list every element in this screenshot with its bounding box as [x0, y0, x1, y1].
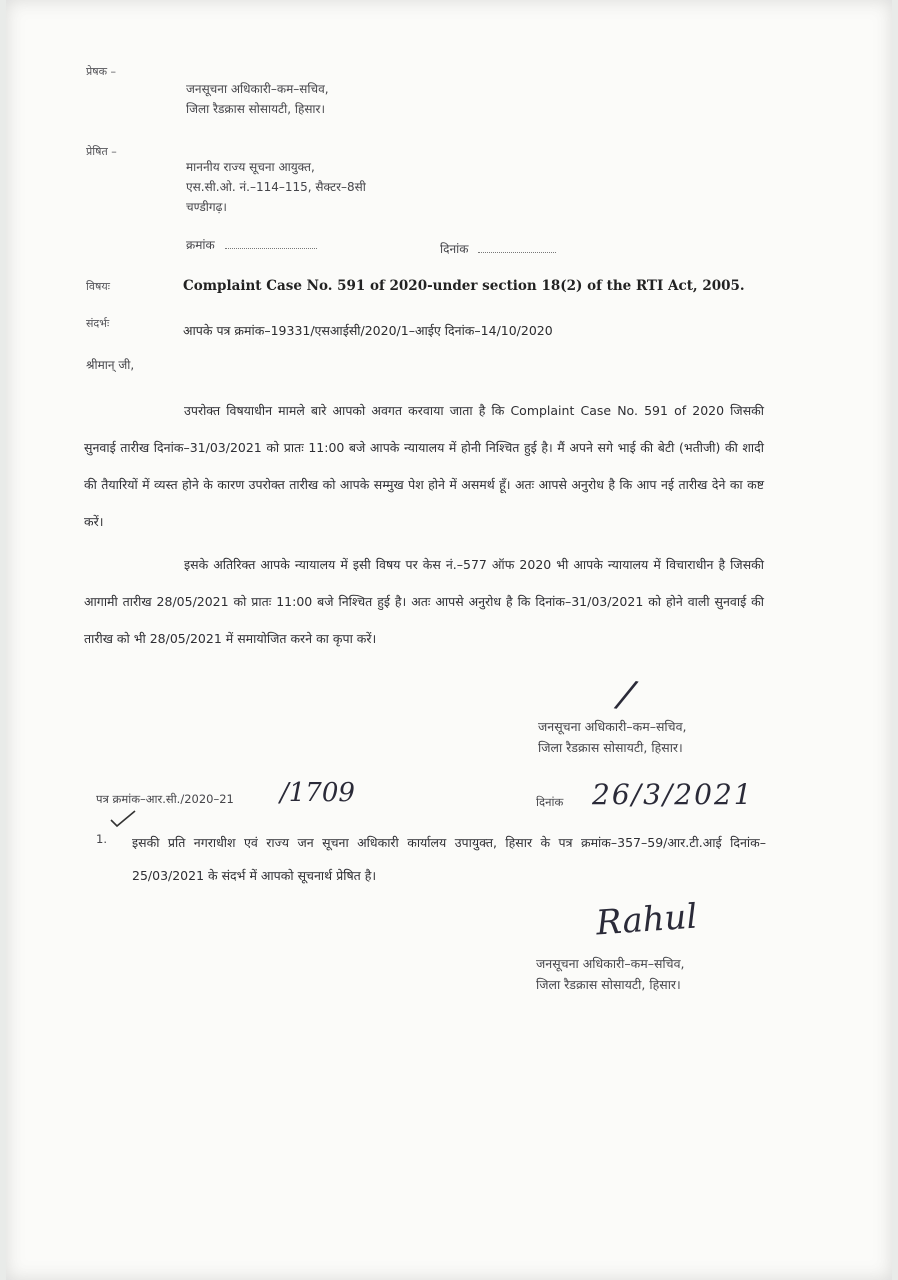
dinank-field — [440, 240, 556, 257]
kramank-blank — [225, 248, 317, 249]
item-number: 1. — [96, 832, 107, 846]
endorsement-item-1 — [132, 826, 766, 892]
signature2-line-2: जिला रैडक्रास सोसायटी, हिसार। — [536, 977, 681, 992]
dinank-blank — [478, 252, 556, 253]
recipient-line-1: माननीय राज्य सूचना आयुक्त, — [186, 160, 315, 174]
reference-text: आपके पत्र क्रमांक–19331/एसआईसी/2020/1–आईए दिनांक–14/10/2020 — [183, 323, 553, 338]
signature-handwritten: Rahul — [594, 896, 699, 944]
sender-line-2: जिला रैडक्रास सोसायटी, हिसार। — [186, 102, 325, 116]
reference-label: संदर्भः — [86, 317, 110, 330]
recipient-line-3: चण्डीगढ़। — [186, 200, 227, 214]
patra-number-handwritten: /1709 — [280, 778, 355, 808]
signature1-line-2: जिला रैडक्रास सोसायटी, हिसार। — [538, 740, 683, 755]
patra-kramank: पत्र क्रमांक–आर.सी./2020–21 — [96, 792, 234, 806]
subject-text: Complaint Case No. 591 of 2020-under section 18(2) of the RTI Act, 2005. — [183, 278, 745, 294]
body-paragraph-2 — [84, 546, 764, 657]
kramank-label: क्रमांक — [186, 238, 215, 252]
signature-mark-1: / — [615, 671, 638, 717]
signature2-line-1: जनसूचना अधिकारी–कम–सचिव, — [536, 956, 685, 971]
sender-line-1: जनसूचना अधिकारी–कम–सचिव, — [186, 82, 329, 96]
recipient-line-2: एस.सी.ओ. नं.–114–115, सैक्टर–8सी — [186, 180, 366, 194]
endorsement-item-text: इसकी प्रति नगराधीश एवं राज्य जन सूचना अधिकारी कार्यालय उपायुक्त, हिसार के पत्र क्रमांक–357–59/आर.टी.आई दिनांक–25/03/2021 के संदर्भ में आपको सूचनार्थ प्रेषित है। — [132, 835, 766, 883]
endorsement-dinank-label: दिनांक — [536, 795, 564, 809]
endorsement-date-handwritten: 26/3/2021 — [592, 778, 754, 811]
salutation: श्रीमान् जी, — [86, 358, 135, 372]
dinank-label: दिनांक — [440, 242, 469, 256]
kramank-field — [186, 236, 317, 253]
subject-label: विषयः — [86, 280, 110, 293]
body-paragraph-1 — [84, 392, 764, 540]
paragraph-2-text: इसके अतिरिक्त आपके न्यायालय में इसी विषय पर केस नं.–577 ऑफ 2020 भी आपके न्यायालय में विचाराधीन है जिसकी आगामी तारीख 28/05/2021 को प्रातः 11:00 बजे निश्चित हुई है। अतः आपसे अनुरोध है कि दिनांक–31/03/2021 को होने वाली सुनवाई की तारीख को भी 28/05/2021 में समायोजित करने का कृपा करें। — [84, 557, 764, 646]
paragraph-1-text: उपरोक्त विषयाधीन मामले बारे आपको अवगत करवाया जाता है कि Complaint Case No. 591 of 2020 जिसकी सुनवाई तारीख दिनांक–31/03/2021 को प्रातः 11:00 बजे आपके न्यायालय में होनी निश्चित हुई है। मैं अपने सगे भाई की बेटी (भतीजी) की शादी की तैयारियों में व्यस्त होने के कारण उपरोक्त तारीख को आपके सम्मुख पेश होने में असमर्थ हूँ। अतः आपसे अनुरोध है कि आप नई तारीख देने का कष्ट करें। — [84, 403, 764, 529]
recipient-label: प्रेषित – — [86, 145, 117, 158]
sender-label: प्रेषक – — [86, 65, 117, 78]
signature1-line-1: जनसूचना अधिकारी–कम–सचिव, — [538, 719, 687, 734]
